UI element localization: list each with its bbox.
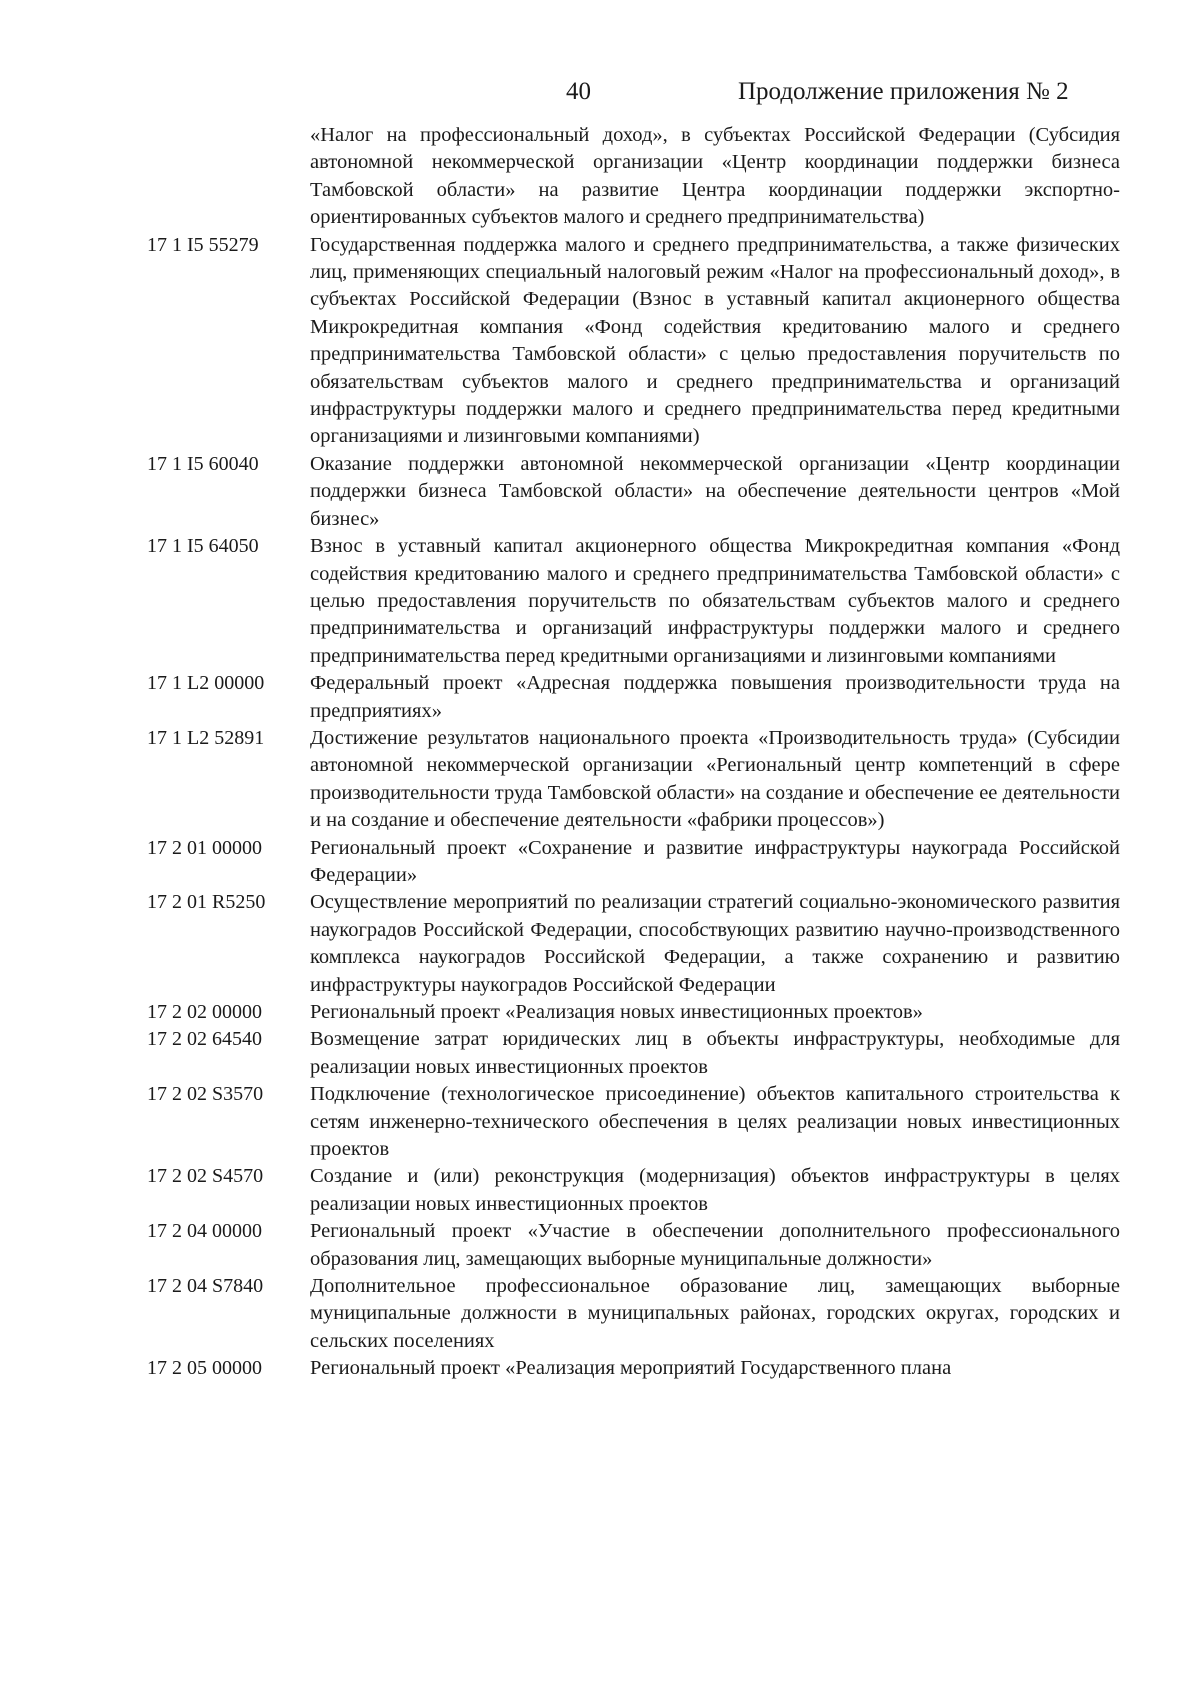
item-description: Региональный проект «Реализация мероприятий Государственного плана	[310, 1357, 952, 1380]
list-item	[0, 1163, 1200, 1218]
list-item	[0, 835, 1200, 890]
list-item	[0, 1026, 1200, 1081]
item-description: Дополнительное профессиональное образование лиц, замещающих выборные муниципальные должности в муниципальных районах, городских округах, городских и сельских поселениях	[310, 1275, 1120, 1352]
list-item	[0, 1355, 1200, 1382]
list-item	[0, 670, 1200, 725]
item-description: Возмещение затрат юридических лиц в объекты инфраструктуры, необходимые для реализации новых инвестиционных проектов	[310, 1028, 1120, 1078]
budget-code: 17 2 05 00000	[147, 1357, 262, 1380]
page-number: 40	[566, 78, 591, 105]
budget-code: 17 2 02 S3570	[147, 1083, 264, 1106]
list-item	[0, 533, 1200, 670]
item-description: Оказание поддержки автономной некоммерческой организации «Центр координации поддержки бизнеса Тамбовской области» на обеспечение деятельности центров «Мой бизнес»	[310, 452, 1120, 530]
appendix-continuation-title: Продолжение приложения № 2	[738, 78, 1069, 105]
item-description: Взнос в уставный капитал акционерного общества Микрокредитная компания «Фонд содействия кредитованию малого и среднего предпринимательства Тамбовской области» с целью предоставления поручительств по обязательствам субъектов малого и среднего предпринимательства и организаций инфраструктуры поддержки малого и среднего предпринимательства перед кредитными организациями и лизинговыми компаниями	[310, 535, 1120, 667]
item-description: Осуществление мероприятий по реализации стратегий социально-экономического развития наукоградов Российской Федерации, способствующих развитию научно-производственного комплекса наукоградов Российской Федерации, а также сохранению и развитию инфраструктуры наукоградов Российской Федерации	[310, 891, 1120, 996]
item-description: «Налог на профессиональный доход», в субъектах Российской Федерации (Субсидия автономной некоммерческой организации «Центр координации поддержки бизнеса Тамбовской области» на развитие Центра координации поддержки экспортно-ориентированных субъектов малого и среднего предпринимательства)	[310, 124, 1120, 229]
budget-code: 17 1 I5 64050	[147, 535, 259, 558]
budget-code: 17 2 01 R5250	[147, 891, 266, 914]
budget-code-list	[0, 122, 1200, 1383]
list-item	[0, 1081, 1200, 1163]
list-item	[0, 725, 1200, 835]
list-item	[0, 232, 1200, 451]
budget-code: 17 1 L2 00000	[147, 672, 265, 695]
budget-code: 17 1 I5 60040	[147, 452, 259, 475]
page-header	[0, 78, 1200, 114]
item-description: Государственная поддержка малого и среднего предпринимательства, а также физических лиц, применяющих специальный налоговый режим «Налог на профессиональный доход», в субъектах Российской Федерации (Взнос в уставный капитал акционерного общества Микрокредитная компания «Фонд содействия кредитованию малого и среднего предпринимательства Тамбовской области» с целью предоставления поручительств по обязательствам субъектов малого и среднего предпринимательства и организаций инфраструктуры поддержки малого и среднего предпринимательства перед кредитными организациями и лизинговыми компаниями)	[310, 233, 1120, 448]
list-item	[0, 999, 1200, 1026]
item-description: Федеральный проект «Адресная поддержка повышения производительности труда на предприятиях»	[310, 672, 1120, 722]
budget-code: 17 2 04 S7840	[147, 1275, 264, 1298]
item-description: Создание и (или) реконструкция (модернизация) объектов инфраструктуры в целях реализации новых инвестиционных проектов	[310, 1165, 1120, 1215]
budget-code: 17 2 02 00000	[147, 1001, 262, 1023]
budget-code: 17 2 01 00000	[147, 836, 262, 859]
budget-code: 17 1 L2 52891	[147, 726, 265, 749]
budget-code: 17 2 02 S4570	[147, 1165, 264, 1188]
budget-code: 17 1 I5 55279	[147, 233, 259, 256]
list-item	[0, 1218, 1200, 1273]
item-description: Региональный проект «Сохранение и развитие инфраструктуры наукограда Российской Федерации»	[310, 836, 1120, 886]
item-description: Региональный проект «Реализация новых инвестиционных проектов»	[310, 1001, 923, 1023]
list-item	[0, 122, 1200, 232]
budget-code: 17 2 04 00000	[147, 1220, 262, 1243]
item-description: Подключение (технологическое присоединение) объектов капитального строительства к сетям инженерно-технического обеспечения в целях реализации новых инвестиционных проектов	[310, 1083, 1120, 1161]
item-description: Достижение результатов национального проекта «Производительность труда» (Субсидии автономной некоммерческой организации «Региональный центр компетенций в сфере производительности труда Тамбовской области» на создание и обеспечение ее деятельности и на создание и обеспечение деятельности «фабрики процессов»)	[310, 726, 1120, 832]
budget-code: 17 2 02 64540	[147, 1028, 262, 1051]
list-item	[0, 889, 1200, 999]
item-description: Региональный проект «Участие в обеспечении дополнительного профессионального образования лиц, замещающих выборные муниципальные должности»	[310, 1220, 1120, 1270]
list-item	[0, 1273, 1200, 1355]
list-item	[0, 451, 1200, 533]
